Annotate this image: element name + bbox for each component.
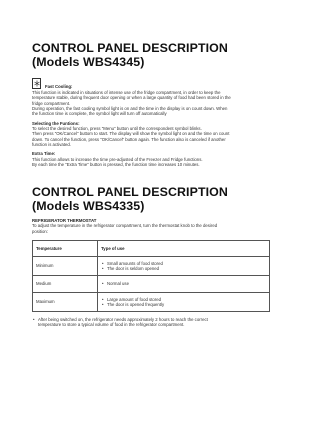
fast-cooling-text [32,90,270,116]
table-header-row [33,240,270,256]
text-line: Then press "OK/Cancel" buttom to start. The display will show the symbol light on and the time on count [32,131,230,137]
text-line: To adjust the temperature in the refrigerator compartment, turn the thermostat knob to the desired [32,223,218,229]
text-line: function is activated. [32,141,71,147]
note-list [32,317,270,328]
temperature-cell: Minimum [33,256,98,275]
list-item: • Small amounts of food stored [101,261,266,266]
header-type-of-use: Type of use [98,240,270,256]
table-row [33,292,270,311]
extra-time-heading: Extra Time: [32,151,56,157]
text-line: the function time is complete, the symbol light will turn off automatically [32,111,167,117]
table-row [33,275,270,292]
title-line-1: CONTROL PANEL DESCRIPTION [32,185,228,199]
list-item: • The door is seldom opened [101,266,266,271]
list-item: • The door is opened frequently [101,302,266,307]
text-line: temperature to store a typical volume of food in the refrigerator compartment. [38,322,185,328]
list-item: • Large amount of food stored [101,297,266,302]
text-line: By each time the "Extra Time" button is pressed, the function time increases 10 minutes. [32,161,200,167]
fast-cooling-heading: Fast Cooling: [45,83,73,89]
title-line-2: (Models WBS4335) [32,198,145,213]
list-item: • Normal use [101,281,266,286]
section-title [32,186,270,213]
section-wbs4335 [32,186,270,327]
thermostat-table [32,240,270,312]
thermostat-heading: REFRIGERATOR THERMOSTAT [32,218,97,223]
text-line: down. To cancel the function, press "OK/Cancel" button again. The function also is canceled if another [32,136,226,142]
text-line: position: [32,228,49,234]
selecting-functions-text [32,126,270,147]
thermostat-text [32,223,270,234]
fast-cooling-heading-row [32,76,270,89]
selecting-functions-heading: Selecting the Funtions: [32,120,80,126]
title-line-1: CONTROL PANEL DESCRIPTION [32,41,228,55]
section-wbs4345 [32,42,270,167]
temperature-cell: Medium [33,275,98,292]
text-line: After being switched on, the refrigerator needs approximately 2 hours to reach the correct [38,316,208,322]
temperature-cell: Maximum [33,292,98,311]
title-line-2: (Models WBS4345) [32,54,145,69]
note-item [32,317,270,328]
text-line: To select the desired function, press "Menu" button until the correspondent symbol blinks. [32,125,202,131]
text-line: This function is indicated in situations of intense use of the fridge compartment, in order to keep the [32,90,221,95]
snowflake-icon [32,78,41,89]
uses-cell [98,256,270,275]
uses-cell [98,292,270,311]
text-line: This function allows to increase the time pre-adjusted of the Freezer and Fridge functions. [32,156,203,162]
text-line: During operation, the fast cooling symbol light is on and the time in the display is on count down. When [32,105,228,111]
text-line: temperature stable, during frequent door opening or when a large quantity of food had been stored in the [32,95,231,101]
uses-cell [98,275,270,292]
extra-time-text [32,157,270,168]
text-line: fridge compartment. [32,100,71,106]
header-temperature: Temperature [33,240,98,256]
section-title [32,42,270,69]
table-row [33,256,270,275]
